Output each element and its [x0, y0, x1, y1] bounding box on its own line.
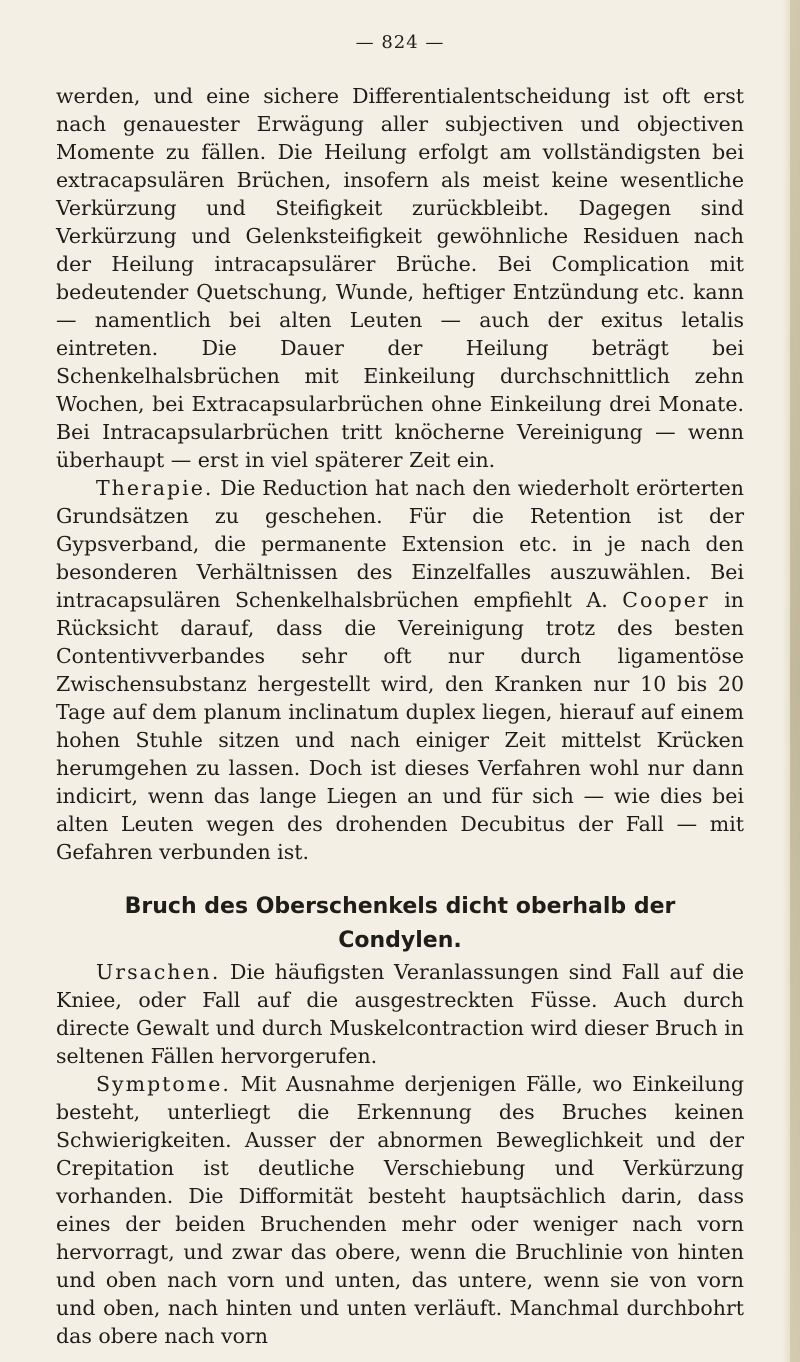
paragraph-causes: [56, 958, 744, 1070]
book-spine-edge: [790, 0, 800, 1362]
section-heading-continued: Condylen.: [338, 928, 462, 953]
paragraph-symptoms: [56, 1070, 744, 1350]
page-body: [56, 82, 744, 1350]
therapy-text-part1: Die Reduction hat nach den wiederholt erörterten Grundsätzen zu geschehen. Für die Retention ist der Gypsverband, die permanente Extension etc. in je nach den besonderen Verhältnissen des Einzelfalles auszuwählen. Bei intracapsulären Schenkelhalsbrüchen empfiehlt A.: [56, 476, 744, 612]
causes-label: Ursachen.: [96, 960, 221, 984]
paragraph-healing: werden, und eine sichere Differentialentscheidung ist oft erst nach genauester Erwägung aller subjectiven und objectiven Momente zu fällen. Die Heilung erfolgt am vollständigsten bei extracapsulären Brüchen, insofern als meist keine wesentliche Verkürzung und Steifigkeit zurückbleibt. Dagegen sind Verkürzung und Gelenksteifigkeit gewöhnliche Residuen nach der Heilung intracapsulärer Brüche. Bei Complication mit bedeutender Quetschung, Wunde, heftiger Entzündung etc. kann — namentlich bei alten Leuten — auch der exitus letalis eintreten. Die Dauer der Heilung beträgt bei Schenkelhalsbrüchen mit Einkeilung durchschnittlich zehn Wochen, bei Extracapsularbrüchen ohne Einkeilung drei Monate. Bei Intracapsularbrüchen tritt knöcherne Vereinigung — wenn überhaupt — erst in viel späterer Zeit ein.: [56, 84, 744, 472]
symptoms-text: Mit Ausnahme derjenigen Fälle, wo Einkeilung besteht, unterliegt die Erkennung des Bruches keinen Schwierigkeiten. Ausser der abnormen Beweglichkeit und der Crepitation ist deutliche Verschiebung und Verkürzung vorhanden. Die Difformität besteht hauptsächlich darin, dass eines der beiden Bruchenden mehr oder weniger nach vorn hervorragt, und zwar das obere, wenn die Bruchlinie von hinten und oben nach vorn und unten, das untere, wenn sie von vorn und oben, nach hinten und unten verläuft. Manchmal durchbohrt das obere nach vorn: [56, 1072, 744, 1348]
causes-text: Die häufigsten Veranlassungen sind Fall auf die Kniee, oder Fall auf die ausgestreckten Füsse. Auch durch directe Gewalt und durch Muskelcontraction wird dieser Bruch in seltenen Fällen hervorgerufen.: [56, 960, 744, 1068]
symptoms-label: Symptome.: [96, 1072, 231, 1096]
section-heading: Bruch des Oberschenkels dicht oberhalb der: [124, 894, 676, 919]
therapy-label: Therapie.: [96, 476, 214, 500]
paragraph-therapy: [56, 474, 744, 866]
page-number: — 824 —: [355, 32, 445, 53]
therapy-text-part2: in Rücksicht darauf, dass die Vereinigung trotz des besten Contentivverbandes sehr oft nur durch ligamentöse Zwischensubstanz hergestellt wird, den Kranken nur 10 bis 20 Tage auf dem planum inclinatum duplex liegen, hierauf auf einem hohen Stuhle sitzen und nach einiger Zeit mittelst Krücken herumgehen zu lassen. Doch ist dieses Verfahren wohl nur dann indicirt, wenn das lange Liegen an und für sich — wie dies bei alten Leuten wegen des drohenden Decubitus der Fall — mit Gefahren verbunden ist.: [56, 588, 744, 864]
author-name-cooper: Cooper: [622, 588, 710, 612]
